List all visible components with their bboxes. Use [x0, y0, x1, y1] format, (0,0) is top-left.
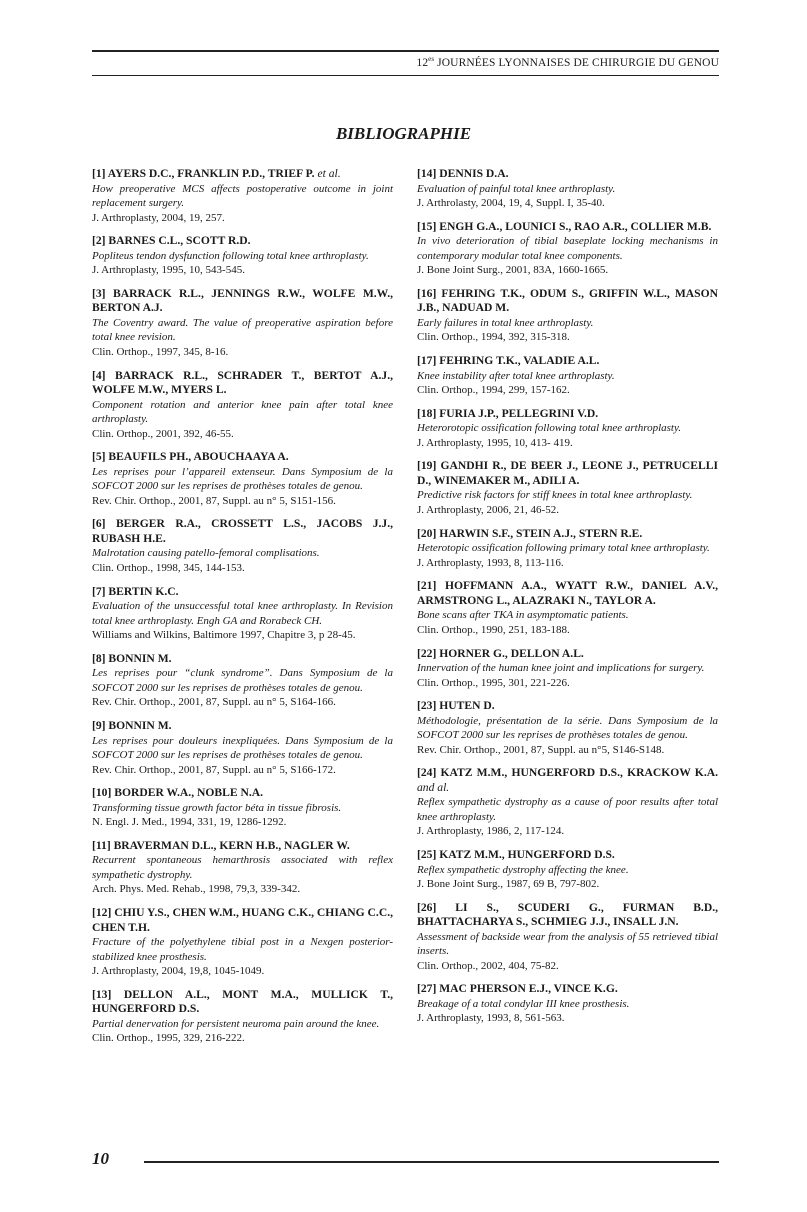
reference-journal: Clin. Orthop., 1990, 251, 183-188. — [417, 623, 570, 636]
reference-authors-text: [21] HOFFMANN A.A., WYATT R.W., DANIEL A.V., ARMSTRONG L., ALAZRAKI N., TAYLOR A. — [417, 579, 718, 607]
reference-entry — [92, 167, 393, 225]
reference-title: Evaluation of the unsuccessful total knee arthroplasty. In Revision total knee arthroplasty. Engh GA and Rorabeck CH. — [92, 600, 393, 627]
reference-entry — [92, 988, 393, 1046]
reference-authors — [417, 766, 718, 795]
reference-title: How preoperative MCS affects postoperative outcome in joint replacement surgery. — [92, 182, 393, 209]
reference-title: Les reprises pour douleurs inexpliquées. Dans Symposium de la SOFCOT 2000 sur les reprises de prothèses totales de genou. — [92, 734, 393, 761]
reference-journal: Clin. Orthop., 1997, 345, 8-16. — [92, 345, 229, 358]
reference-title: Knee instability after total knee arthroplasty. — [417, 369, 615, 382]
reference-authors — [92, 719, 393, 734]
reference-title: Heterotopic ossification following primary total knee arthroplasty. — [417, 542, 710, 555]
reference-authors — [92, 517, 393, 546]
reference-authors — [417, 901, 718, 930]
header-rule-top — [92, 50, 719, 52]
reference-entry — [417, 647, 718, 691]
header-rule-bottom — [92, 75, 719, 76]
reference-authors-text: [18] FURIA J.P., PELLEGRINI V.D. — [417, 406, 599, 420]
reference-title: Breakage of a total condylar III knee prosthesis. — [417, 997, 630, 1010]
reference-authors-text: [1] AYERS D.C., FRANKLIN P.D., TRIEF P. — [92, 167, 315, 180]
reference-entry — [417, 901, 718, 974]
page-title: BIBLIOGRAPHIE — [335, 124, 472, 143]
reference-authors — [92, 988, 393, 1017]
reference-authors — [417, 167, 718, 182]
reference-authors-text: [25] KATZ M.M., HUNGERFORD D.S. — [417, 848, 615, 862]
reference-authors-text: [14] DENNIS D.A. — [417, 167, 509, 180]
reference-authors — [417, 407, 718, 422]
reference-entry — [417, 167, 718, 211]
reference-authors-text: [17] FEHRING T.K., VALADIE A.L. — [417, 354, 600, 368]
reference-authors — [417, 527, 718, 542]
reference-title: Méthodologie, présentation de la série. Dans Symposium de la SOFCOT 2000 sur les reprises de prothèses totales de genou. — [417, 714, 718, 742]
reference-authors-text: [2] BARNES C.L., SCOTT R.D. — [92, 234, 251, 248]
reference-title: Evaluation of painful total knee arthroplasty. — [417, 182, 616, 195]
reference-title: Early failures in total knee arthroplasty. — [417, 316, 594, 329]
reference-journal: J. Arthroplasty, 1993, 8, 113-116. — [417, 556, 564, 569]
reference-authors-text: [10] BORDER W.A., NOBLE N.A. — [92, 786, 264, 800]
reference-authors — [417, 699, 718, 714]
reference-authors-text: [22] HORNER G., DELLON A.L. — [417, 646, 584, 660]
reference-authors-text: [23] HUTEN D. — [417, 699, 495, 713]
reference-authors-text: [19] GANDHI R., DE BEER J., LEONE J., PETRUCELLI D., WINEMAKER M., ADILI A. — [417, 459, 718, 487]
reference-title: Recurrent spontaneous hemarthrosis associated with reflex sympathetic dystrophy. — [92, 854, 393, 881]
header-number: 12 — [416, 57, 429, 69]
reference-authors — [417, 848, 718, 863]
reference-title: Assessment of backside wear from the analysis of 55 retrieved tibial inserts. — [417, 930, 718, 958]
reference-journal: J. Arthroplasty, 2004, 19, 257. — [92, 211, 225, 224]
reference-entry — [92, 517, 393, 575]
reference-authors-text: [11] BRAVERMAN D.L., KERN H.B., NAGLER W. — [92, 838, 350, 852]
reference-title: Malrotation causing patello-femoral complisations. — [92, 547, 320, 560]
reference-title: The Coventry award. The value of preoperative aspiration before total knee revision. — [92, 316, 393, 344]
reference-authors-text: [13] DELLON A.L., MONT M.A., MULLICK T., HUNGERFORD D.S. — [92, 987, 393, 1016]
reference-title: Innervation of the human knee joint and implications for surgery. — [417, 662, 705, 674]
reference-authors-text: [3] BARRACK R.L., JENNINGS R.W., WOLFE M.W., BERTON A.J. — [92, 286, 393, 315]
reference-authors — [417, 459, 718, 488]
reference-entry — [92, 839, 393, 897]
reference-authors — [92, 167, 393, 182]
reference-journal: Clin. Orthop., 1998, 345, 144-153. — [92, 561, 245, 574]
reference-entry — [92, 287, 393, 360]
reference-journal: Clin. Orthop., 2002, 404, 75-82. — [417, 959, 559, 972]
reference-authors — [92, 839, 393, 854]
reference-journal: J. Arthroplasty, 1995, 10, 543-545. — [92, 264, 245, 277]
reference-journal: J. Arthrolasty, 2004, 19, 4, Suppl. I, 35-40. — [417, 197, 605, 209]
reference-journal: J. Arthroplasty, 1993, 8, 561-563. — [417, 1012, 565, 1025]
reference-title: Bone scans after TKA in asymptomatic patients. — [417, 609, 629, 622]
reference-journal: J. Arthroplasty, 1986, 2, 117-124. — [417, 825, 565, 838]
left-column — [92, 167, 393, 1055]
reference-title: Transforming tissue growth factor béta in tissue fibrosis. — [92, 801, 342, 814]
reference-authors — [417, 647, 718, 662]
reference-authors-text: [15] ENGH G.A., LOUNICI S., RAO A.R., COLLIER M.B. — [417, 219, 712, 233]
reference-authors-text: [16] FEHRING T.K., ODUM S., GRIFFIN W.L., MASON J.B., NADUAD M. — [417, 286, 718, 315]
reference-authors — [417, 354, 718, 369]
reference-authors — [92, 906, 393, 935]
reference-entry — [417, 527, 718, 571]
footer-rule — [144, 1161, 719, 1163]
reference-journal: Rev. Chir. Orthop., 2001, 87, Suppl. au n°5, S146-S148. — [417, 743, 665, 756]
reference-authors — [92, 652, 393, 667]
reference-entry — [92, 786, 393, 830]
reference-authors — [417, 287, 718, 316]
reference-etal: et al. — [314, 167, 341, 180]
reference-entry — [92, 585, 393, 643]
reference-journal: J. Bone Joint Surg., 1987, 69 B, 797-802. — [417, 878, 600, 891]
reference-entry — [417, 354, 718, 398]
reference-etal: and al. — [417, 780, 450, 794]
reference-entry — [417, 699, 718, 757]
reference-journal: Arch. Phys. Med. Rehab., 1998, 79,3, 339-342. — [92, 883, 301, 896]
reference-authors — [92, 585, 393, 600]
reference-authors — [92, 234, 393, 249]
reference-journal: Clin. Orthop., 1994, 392, 315-318. — [417, 331, 570, 344]
reference-authors — [417, 579, 718, 608]
header-superscript: es — [428, 55, 435, 64]
reference-journal: Clin. Orthop., 1995, 301, 221-226. — [417, 676, 570, 689]
header-title: JOURNÉES LYONNAISES DE CHIRURGIE DU GENOU — [434, 57, 719, 69]
reference-title: Reflex sympathetic dystrophy affecting the knee. — [417, 863, 629, 876]
right-column — [417, 167, 718, 1035]
reference-authors-text: [5] BEAUFILS PH., ABOUCHAAYA A. — [92, 450, 289, 464]
reference-title: Partial denervation for persistent neuroma pain around the knee. — [92, 1017, 380, 1030]
reference-authors — [92, 287, 393, 316]
reference-entry — [417, 766, 718, 839]
reference-title: Predictive risk factors for stiff knees in total knee arthroplasty. — [417, 489, 693, 502]
reference-journal: J. Bone Joint Surg., 2001, 83A, 1660-1665. — [417, 264, 609, 277]
reference-journal: J. Arthroplasty, 2006, 21, 46-52. — [417, 503, 559, 516]
reference-journal: Rev. Chir. Orthop., 2001, 87, Suppl. au n° 5, S164-166. — [92, 696, 336, 709]
reference-authors — [92, 786, 393, 801]
reference-authors-text: [26] LI S., SCUDERI G., FURMAN B.D., BHATTACHARYA S., SCHMIEG J.J., INSALL J.N. — [417, 900, 718, 929]
reference-title: Component rotation and anterior knee pain after total knee arthroplasty. — [92, 398, 393, 426]
reference-authors — [92, 450, 393, 465]
reference-journal: Rev. Chir. Orthop., 2001, 87, Suppl. au n° 5, S166-172. — [92, 763, 336, 776]
reference-authors — [92, 369, 393, 398]
reference-journal: J. Arthroplasty, 2004, 19,8, 1045-1049. — [92, 965, 265, 978]
reference-journal: N. Engl. J. Med., 1994, 331, 19, 1286-1292. — [92, 816, 287, 829]
reference-authors — [417, 220, 718, 235]
reference-authors-text: [12] CHIU Y.S., CHEN W.M., HUANG C.K., CHIANG C.C., CHEN T.H. — [92, 906, 393, 934]
reference-authors-text: [24] KATZ M.M., HUNGERFORD D.S., KRACKOW K.A. — [417, 766, 718, 780]
page-number: 10 — [92, 1149, 109, 1168]
reference-authors-text: [8] BONNIN M. — [92, 651, 172, 665]
reference-authors — [417, 982, 718, 997]
reference-authors-text: [20] HARWIN S.F., STEIN A.J., STERN R.E. — [417, 526, 643, 540]
reference-title: Les reprises pour “clunk syndrome”. Dans Symposium de la SOFCOT 2000 sur les reprises de prothèses totales de genou. — [92, 667, 393, 694]
running-header — [416, 57, 719, 69]
reference-title: Heterorotopic ossification following total knee arthroplasty. — [417, 422, 681, 435]
reference-entry — [92, 906, 393, 979]
reference-entry — [92, 234, 393, 278]
reference-title: Popliteus tendon dysfunction following total knee arthroplasty. — [92, 249, 369, 262]
reference-authors-text: [4] BARRACK R.L., SCHRADER T., BERTOT A.J., WOLFE M.W., MYERS L. — [92, 368, 393, 397]
reference-entry — [92, 652, 393, 710]
reference-entry — [92, 450, 393, 508]
reference-entry — [92, 369, 393, 442]
reference-journal: Clin. Orthop., 2001, 392, 46-55. — [92, 427, 234, 440]
reference-journal: Clin. Orthop., 1995, 329, 216-222. — [92, 1032, 245, 1045]
reference-entry — [417, 982, 718, 1026]
reference-entry — [417, 579, 718, 637]
reference-journal: Clin. Orthop., 1994, 299, 157-162. — [417, 384, 570, 397]
reference-authors-text: [6] BERGER R.A., CROSSETT L.S., JACOBS J.J., RUBASH H.E. — [92, 517, 393, 545]
reference-entry — [417, 459, 718, 517]
reference-entry — [417, 848, 718, 892]
reference-title: Reflex sympathetic dystrophy as a cause of poor results after total knee arthroplasty. — [417, 796, 718, 823]
reference-authors-text: [27] MAC PHERSON E.J., VINCE K.G. — [417, 982, 618, 996]
reference-journal: Rev. Chir. Orthop., 2001, 87, Suppl. au n° 5, S151-156. — [92, 494, 336, 507]
reference-title: Les reprises pour l’appareil extenseur. Dans Symposium de la SOFCOT 2000 sur les reprises de prothèses totales de genou. — [92, 465, 393, 493]
reference-journal: J. Arthroplasty, 1995, 10, 413- 419. — [417, 436, 573, 449]
reference-entry — [417, 220, 718, 278]
reference-entry — [92, 719, 393, 777]
reference-title: In vivo deterioration of tibial baseplate locking mechanisms in contemporary modular total knee components. — [417, 235, 718, 262]
reference-entry — [417, 407, 718, 451]
reference-authors-text: [9] BONNIN M. — [92, 719, 172, 732]
reference-entry — [417, 287, 718, 345]
reference-authors-text: [7] BERTIN K.C. — [92, 584, 179, 598]
reference-journal: Williams and Wilkins, Baltimore 1997, Chapitre 3, p 28-45. — [92, 629, 356, 642]
reference-title: Fracture of the polyethylene tibial post in a Nexgen posterior-stabilized knee prosthesis. — [92, 936, 393, 963]
